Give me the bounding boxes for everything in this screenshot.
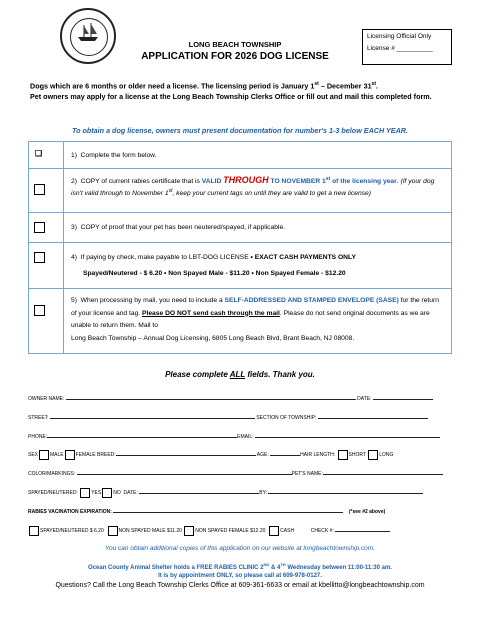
intro-line1: Dogs which are 6 months or older need a license. The licensing period is January 1 xyxy=(30,81,315,91)
step-1-text xyxy=(71,151,443,161)
long-checkbox[interactable] xyxy=(368,450,378,460)
check-label: CHECK #: xyxy=(310,528,334,534)
township-name: LONG BEACH TOWNSHIP xyxy=(188,40,282,49)
male-checkbox[interactable] xyxy=(39,450,49,460)
shelter-note xyxy=(28,561,452,580)
section-input[interactable] xyxy=(318,412,428,419)
hair-label: HAIR LENGTH: xyxy=(300,452,336,458)
step-number: 5) xyxy=(71,297,77,304)
step-3-checkbox[interactable] xyxy=(34,222,45,233)
licensing-year: of the licensing year xyxy=(330,178,397,186)
by-label: BY: xyxy=(259,490,268,496)
breed-input[interactable] xyxy=(116,449,256,456)
complete-c: fields. Thank you. xyxy=(245,370,315,379)
step-4-text xyxy=(71,253,443,263)
petname-label: PET'S NAME: xyxy=(291,471,323,477)
intro-line2: Pet owners may apply for a license at the Long Beach Township Clerks Office or fill out and mail this completed form. xyxy=(30,92,432,102)
complete-all: ALL xyxy=(229,370,246,379)
spayed-date-label: DATE: xyxy=(123,490,138,496)
rabies-label: RABIES VACINATION EXPIRATION: xyxy=(28,509,112,515)
step-2-a: COPY of current rabies certificate that is xyxy=(80,178,202,186)
cash-checkbox[interactable] xyxy=(269,526,279,536)
official-use-label: Licensing Official Only xyxy=(367,33,432,40)
shelter-sup1: ND xyxy=(263,562,270,567)
owner-input[interactable] xyxy=(66,393,356,400)
mail-address: Long Beach Township – Annual Dog Licensing, 6805 Long Beach Blvd, Brant Beach, NJ 08008. xyxy=(71,334,355,342)
step-4-checkbox[interactable] xyxy=(34,252,45,263)
phone-row xyxy=(28,431,452,440)
no-label: NO xyxy=(113,490,121,496)
intro-sup2: st xyxy=(371,81,377,87)
shelter-appointment: It is by appointment ONLY, so please call at 609-978-0127. xyxy=(158,573,322,579)
step-5-c: for the return of your license and tag. xyxy=(71,297,439,317)
intro-line1b: – December 31 xyxy=(318,81,372,91)
date-label: DATE: xyxy=(357,396,372,402)
fee1-checkbox[interactable] xyxy=(29,526,39,536)
street-input[interactable] xyxy=(50,412,255,419)
step-row-2 xyxy=(29,168,451,212)
no-checkbox[interactable] xyxy=(102,488,112,498)
sup-st2: st xyxy=(168,187,173,194)
ship-icon xyxy=(76,22,100,42)
valid-text: VALID xyxy=(201,178,224,186)
short-label: SHORT xyxy=(348,452,366,458)
step-2-text xyxy=(71,175,443,198)
step-row-4 xyxy=(29,242,451,288)
color-row xyxy=(28,468,452,477)
breed-label: BREED: xyxy=(97,452,116,458)
step-5-checkbox[interactable] xyxy=(34,305,45,316)
official-use-box xyxy=(362,29,452,65)
fee2-checkbox[interactable] xyxy=(108,526,118,536)
documentation-notice: To obtain a dog license, owners must present documentation for number's 1-3 below EACH YEAR. xyxy=(72,126,408,135)
yes-label: YES xyxy=(91,490,102,496)
copies-note: You can obtain additional copies of this application on our website at longbeachtownship.com. xyxy=(105,545,375,552)
see-2-note: (*see #2 above) xyxy=(348,509,386,515)
shelter-sup2: TH xyxy=(280,562,286,567)
color-input[interactable] xyxy=(77,468,292,475)
sex-label: SEX xyxy=(28,452,39,458)
license-number-field[interactable]: License # __________ xyxy=(367,45,433,52)
complete-note xyxy=(30,370,450,379)
shelter-a: Ocean County Animal Shelter holds a FREE RABIES CLINIC 2 xyxy=(88,565,264,571)
fee3-label: NON SPAYED FEMALE $12.20 xyxy=(195,528,266,534)
step-row-1 xyxy=(29,142,451,168)
complete-a: Please complete xyxy=(165,370,230,379)
step-number: 2) xyxy=(71,178,77,186)
steps-table xyxy=(28,141,452,354)
phone-label: PHONE: xyxy=(28,434,48,440)
step-label: COPY of proof that your pet has been neutered/spayed, if applicable. xyxy=(80,224,286,231)
step-row-5 xyxy=(29,288,451,354)
fee3-checkbox[interactable] xyxy=(184,526,194,536)
township-seal xyxy=(60,8,116,64)
step-label: Complete the form below. xyxy=(80,152,157,159)
cash-label: CASH xyxy=(280,528,295,534)
long-label: LONG xyxy=(379,452,394,458)
by-input[interactable] xyxy=(268,487,423,494)
short-checkbox[interactable] xyxy=(338,450,348,460)
step-4-a: If paying by check, make payable to LBT-DOG LICENSE xyxy=(80,254,251,261)
checkbox-icon[interactable]: ❑ xyxy=(35,149,43,158)
age-input[interactable] xyxy=(270,449,300,456)
fee-schedule: Spayed/Neutered - $ 6.20 • Non Spayed Male - $11.20 • Non Spayed Female - $12.20 xyxy=(83,270,346,277)
owner-row xyxy=(28,393,452,402)
age-label: AGE: xyxy=(256,452,269,458)
rabies-row xyxy=(28,506,452,515)
through-text: THROUGH xyxy=(223,175,269,186)
step-number: 3) xyxy=(71,224,77,231)
intro-text xyxy=(30,79,460,102)
section-label: SECTION OF TOWNSHIP: xyxy=(256,415,317,421)
step-row-3 xyxy=(29,212,451,242)
fee1-label: SPAYED/NEUTERED $ 6.20 xyxy=(40,528,104,534)
questions-note: Questions? Call the Long Beach Township Clerks Office at 609-361-6633 or email at kbellitto@longbeachtownship.com xyxy=(55,582,425,589)
sase-text: SELF-ADDRESSED AND STAMPED ENVELOPE (SASE) xyxy=(224,297,399,304)
no-cash-text: Please DO NOT send cash through the mail xyxy=(142,309,280,317)
yes-checkbox[interactable] xyxy=(80,488,90,498)
exact-cash: • EXACT CASH PAYMENTS ONLY xyxy=(250,254,356,261)
email-label: EMAIL: xyxy=(237,434,254,440)
rabies-input[interactable] xyxy=(113,506,343,513)
step-3-text xyxy=(71,223,443,233)
phone-input[interactable] xyxy=(47,431,237,438)
step-5-e: . Please do not send original documents as we are unable to return them. Mail to xyxy=(71,309,430,329)
shelter-b: & 4 xyxy=(269,565,281,571)
petname-input[interactable] xyxy=(323,468,443,475)
spayed-row xyxy=(28,487,452,498)
female-checkbox[interactable] xyxy=(65,450,75,460)
color-label: COLOR/MARKINGS: xyxy=(28,471,76,477)
step-5-a: When processing by mail, you need to include a xyxy=(80,297,225,304)
step-2-f: . (If your dog isn't valid through to November 1 xyxy=(71,178,435,197)
step-2-checkbox[interactable] xyxy=(34,184,45,195)
email-input[interactable] xyxy=(255,431,440,438)
nov-text: TO NOVEMBER 1 xyxy=(268,178,326,186)
step-number: 1) xyxy=(71,152,77,159)
street-row xyxy=(28,412,452,421)
spayed-label: SPAYED/NEUTERED: xyxy=(28,490,78,496)
step-2-h: , keep your current tags on until they are valid to get a new license) xyxy=(172,189,371,197)
intro-period: . xyxy=(376,81,379,91)
sup-st: st xyxy=(325,176,331,182)
female-label: FEMALE xyxy=(75,452,96,458)
owner-label: OWNER NAME: xyxy=(28,396,65,402)
shelter-c: Wednesday between 11:00-11:30 am. xyxy=(285,565,392,571)
step-5-text xyxy=(71,295,443,345)
intro-sup: st xyxy=(314,81,319,87)
street-label: STREET: xyxy=(28,415,49,421)
step-number: 4) xyxy=(71,254,77,261)
fee2-label: NON SPAYED MALE $11.20 xyxy=(118,528,182,534)
check-input[interactable] xyxy=(335,525,390,532)
spayed-date-input[interactable] xyxy=(139,487,259,494)
form-title: APPLICATION FOR 2026 DOG LICENSE xyxy=(141,51,329,62)
male-label: MALE xyxy=(50,452,64,458)
fee-row xyxy=(28,525,452,536)
sex-row xyxy=(28,449,452,460)
date-input[interactable] xyxy=(373,393,433,400)
